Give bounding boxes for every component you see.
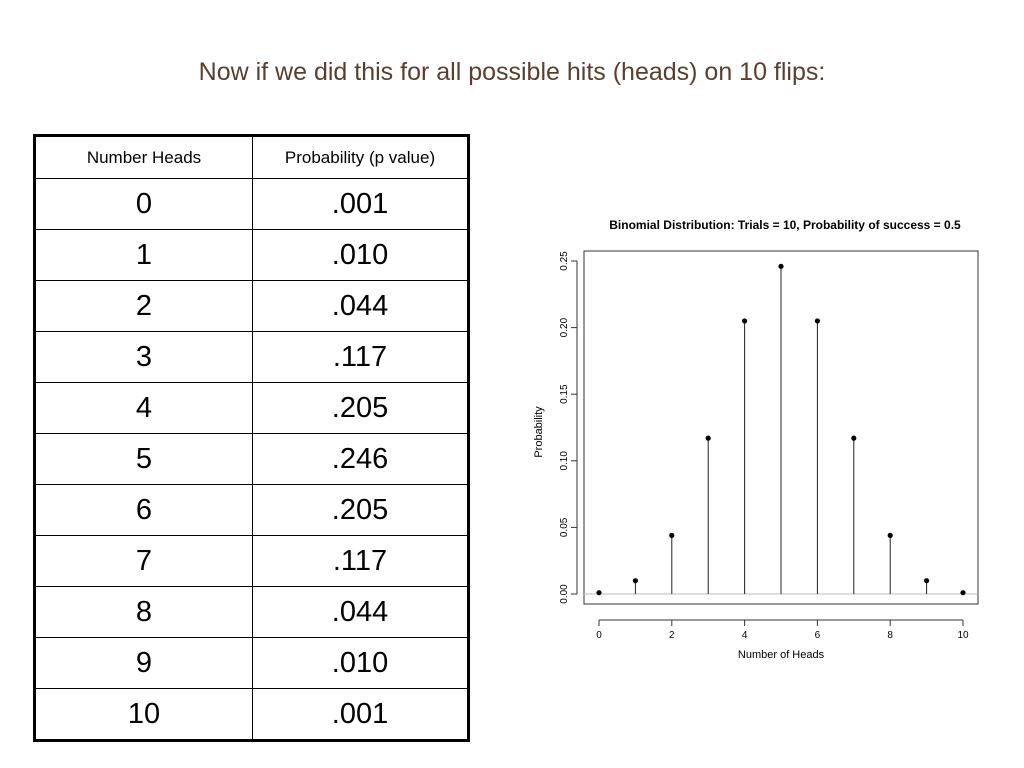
probability-point xyxy=(669,533,674,538)
x-tick-label: 4 xyxy=(741,630,748,641)
probability-point xyxy=(815,318,820,323)
table-row xyxy=(35,485,469,536)
x-tick-label: 2 xyxy=(669,630,675,641)
x-tick-label: 10 xyxy=(957,630,969,641)
probability-cell: .001 xyxy=(253,179,469,230)
binomial-chart xyxy=(520,205,995,675)
table-row xyxy=(35,179,469,230)
y-tick-label: 0.15 xyxy=(559,384,570,404)
table-row xyxy=(35,332,469,383)
table-row xyxy=(35,689,469,741)
probability-cell: .010 xyxy=(253,638,469,689)
y-tick-label: 0.20 xyxy=(559,317,570,338)
y-tick-label: 0.05 xyxy=(559,517,570,538)
probability-point xyxy=(596,590,601,595)
table-row xyxy=(35,383,469,434)
probability-table xyxy=(33,134,470,742)
heads-cell: 4 xyxy=(35,383,253,434)
heads-cell: 8 xyxy=(35,587,253,638)
probability-point xyxy=(706,436,711,441)
table-header-row xyxy=(35,136,469,179)
probability-point xyxy=(778,264,783,269)
probability-point xyxy=(924,578,929,583)
slide-title: Now if we did this for all possible hits (heads) on 10 flips: xyxy=(198,58,826,86)
y-axis-label: Probability xyxy=(533,406,545,458)
heads-cell: 5 xyxy=(35,434,253,485)
probability-cell: .010 xyxy=(253,230,469,281)
y-tick-label: 0.00 xyxy=(559,584,570,604)
probability-cell: .001 xyxy=(253,689,469,741)
y-tick-label: 0.25 xyxy=(559,251,570,271)
heads-cell: 2 xyxy=(35,281,253,332)
probability-cell: .117 xyxy=(253,332,469,383)
y-tick-label: 0.10 xyxy=(559,451,570,471)
heads-cell: 3 xyxy=(35,332,253,383)
probability-point xyxy=(742,318,747,323)
probability-cell: .205 xyxy=(253,383,469,434)
x-tick-label: 6 xyxy=(814,630,821,641)
heads-cell: 7 xyxy=(35,536,253,587)
heads-cell: 6 xyxy=(35,485,253,536)
heads-cell: 9 xyxy=(35,638,253,689)
probability-point xyxy=(851,436,856,441)
table-row xyxy=(35,434,469,485)
probability-point xyxy=(888,533,893,538)
table-row xyxy=(35,587,469,638)
x-axis-label: Number of Heads xyxy=(737,649,825,661)
table-row xyxy=(35,638,469,689)
probability-point xyxy=(633,578,638,583)
heads-cell: 10 xyxy=(35,689,253,741)
table-row xyxy=(35,230,469,281)
probability-cell: .044 xyxy=(253,281,469,332)
probability-cell: .044 xyxy=(253,587,469,638)
heads-cell: 0 xyxy=(35,179,253,230)
x-tick-label: 8 xyxy=(887,630,893,641)
probability-cell: .246 xyxy=(253,434,469,485)
heads-cell: 1 xyxy=(35,230,253,281)
table-row xyxy=(35,281,469,332)
probability-cell: .117 xyxy=(253,536,469,587)
header-number-heads: Number Heads xyxy=(35,136,253,179)
probability-cell: .205 xyxy=(253,485,469,536)
table-row xyxy=(35,536,469,587)
probability-point xyxy=(960,590,965,595)
x-tick-label: 0 xyxy=(596,630,602,641)
header-probability: Probability (p value) xyxy=(253,136,469,179)
chart-title: Binomial Distribution: Trials = 10, Probability of success = 0.5 xyxy=(609,218,961,232)
